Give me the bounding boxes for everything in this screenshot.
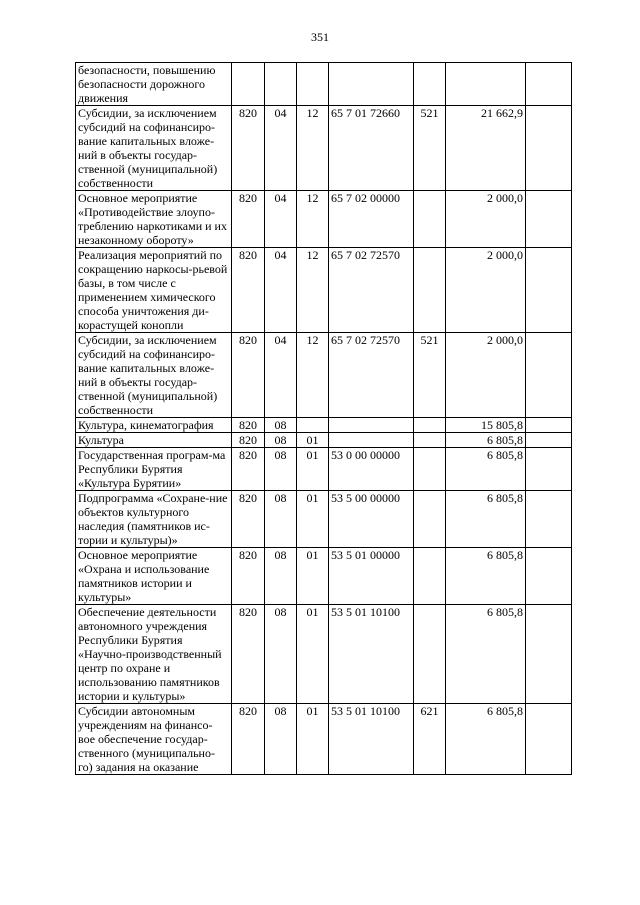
row-grbs-cell: 820	[232, 433, 265, 448]
row-expense-type-cell	[414, 248, 446, 333]
row-extra-cell	[526, 106, 572, 191]
row-expense-type-cell	[414, 548, 446, 605]
row-target-article-cell: 53 5 01 10100	[329, 704, 414, 775]
row-target-article-cell	[329, 433, 414, 448]
row-section-cell: 08	[265, 418, 297, 433]
row-section-cell: 08	[265, 605, 297, 704]
row-section-cell: 08	[265, 548, 297, 605]
row-grbs-cell: 820	[232, 448, 265, 491]
row-extra-cell	[526, 418, 572, 433]
table-row	[76, 491, 572, 548]
row-expense-type-cell	[414, 433, 446, 448]
row-extra-cell	[526, 191, 572, 248]
row-name-cell: Обеспечение деятельности автономного учреждения Республики Бурятия «Научно-производственный центр по охране и использованию памятников истории и культуры»	[76, 605, 232, 704]
table-row	[76, 248, 572, 333]
table-row	[76, 191, 572, 248]
table-body	[76, 63, 572, 775]
table-row	[76, 418, 572, 433]
row-extra-cell	[526, 491, 572, 548]
row-target-article-cell: 65 7 02 72570	[329, 248, 414, 333]
row-expense-type-cell	[414, 191, 446, 248]
table-row	[76, 548, 572, 605]
row-name-cell: Субсидии, за исключением субсидий на софинансиро-вание капитальных вложе-ний в объекты государ-ственной (муниципальной) собственности	[76, 333, 232, 418]
row-subsection-cell: 12	[297, 191, 329, 248]
row-extra-cell	[526, 333, 572, 418]
row-target-article-cell: 53 0 00 00000	[329, 448, 414, 491]
row-name-cell: Подпрограмма «Сохране-ние объектов культурного наследия (памятников ис-тории и культуры)»	[76, 491, 232, 548]
row-name-cell: Культура, кинематография	[76, 418, 232, 433]
row-amount-cell: 6 805,8	[446, 448, 526, 491]
row-amount-cell: 2 000,0	[446, 333, 526, 418]
row-grbs-cell: 820	[232, 548, 265, 605]
row-amount-cell: 2 000,0	[446, 248, 526, 333]
row-expense-type-cell	[414, 448, 446, 491]
row-extra-cell	[526, 448, 572, 491]
row-subsection-cell: 01	[297, 704, 329, 775]
row-target-article-cell: 65 7 02 72570	[329, 333, 414, 418]
row-extra-cell	[526, 433, 572, 448]
row-subsection-cell: 01	[297, 548, 329, 605]
row-subsection-cell: 01	[297, 433, 329, 448]
row-amount-cell: 6 805,8	[446, 433, 526, 448]
row-expense-type-cell	[414, 418, 446, 433]
row-expense-type-cell	[414, 491, 446, 548]
row-expense-type-cell	[414, 63, 446, 106]
row-name-cell: Основное мероприятие «Противодействие злоупо-треблению наркотиками и их незаконному обороту»	[76, 191, 232, 248]
row-extra-cell	[526, 704, 572, 775]
row-expense-type-cell	[414, 605, 446, 704]
row-amount-cell	[446, 63, 526, 106]
budget-table	[75, 62, 572, 775]
row-grbs-cell: 820	[232, 191, 265, 248]
row-target-article-cell: 53 5 00 00000	[329, 491, 414, 548]
row-name-cell: Реализация мероприятий по сокращению наркосы-рьевой базы, в том числе с применением химического способа уничтожения ди-корастущей конопли	[76, 248, 232, 333]
row-section-cell: 04	[265, 106, 297, 191]
table-row	[76, 448, 572, 491]
table-row	[76, 106, 572, 191]
table-row	[76, 433, 572, 448]
table-row	[76, 704, 572, 775]
row-grbs-cell: 820	[232, 248, 265, 333]
table-row	[76, 605, 572, 704]
row-amount-cell: 6 805,8	[446, 491, 526, 548]
row-name-cell: безопасности, повышению безопасности дорожного движения	[76, 63, 232, 106]
row-name-cell: Субсидии, за исключением субсидий на софинансиро-вание капитальных вложе-ний в объекты государ-ственной (муниципальной) собственности	[76, 106, 232, 191]
row-section-cell	[265, 63, 297, 106]
page-number: 351	[311, 30, 329, 44]
row-extra-cell	[526, 605, 572, 704]
row-section-cell: 08	[265, 448, 297, 491]
row-section-cell: 08	[265, 704, 297, 775]
row-grbs-cell: 820	[232, 106, 265, 191]
row-section-cell: 08	[265, 433, 297, 448]
row-amount-cell: 6 805,8	[446, 704, 526, 775]
row-subsection-cell: 12	[297, 248, 329, 333]
row-subsection-cell	[297, 63, 329, 106]
row-section-cell: 04	[265, 248, 297, 333]
row-grbs-cell: 820	[232, 418, 265, 433]
row-subsection-cell: 12	[297, 106, 329, 191]
row-target-article-cell: 53 5 01 00000	[329, 548, 414, 605]
row-subsection-cell: 12	[297, 333, 329, 418]
row-grbs-cell: 820	[232, 704, 265, 775]
row-subsection-cell: 01	[297, 448, 329, 491]
row-amount-cell: 6 805,8	[446, 548, 526, 605]
row-name-cell: Субсидии автономным учреждениям на финансо-вое обеспечение государ-ственного (муниципально-го) задания на оказание	[76, 704, 232, 775]
row-section-cell: 08	[265, 491, 297, 548]
row-name-cell: Государственная програм-ма Республики Бурятия «Культура Бурятии»	[76, 448, 232, 491]
row-amount-cell: 21 662,9	[446, 106, 526, 191]
row-target-article-cell	[329, 63, 414, 106]
row-name-cell: Культура	[76, 433, 232, 448]
row-amount-cell: 15 805,8	[446, 418, 526, 433]
row-target-article-cell: 65 7 01 72660	[329, 106, 414, 191]
row-expense-type-cell: 621	[414, 704, 446, 775]
row-extra-cell	[526, 63, 572, 106]
row-grbs-cell: 820	[232, 491, 265, 548]
row-section-cell: 04	[265, 333, 297, 418]
row-subsection-cell	[297, 418, 329, 433]
row-extra-cell	[526, 248, 572, 333]
row-name-cell: Основное мероприятие «Охрана и использование памятников истории и культуры»	[76, 548, 232, 605]
row-section-cell: 04	[265, 191, 297, 248]
table-row	[76, 333, 572, 418]
row-grbs-cell: 820	[232, 605, 265, 704]
table-row	[76, 63, 572, 106]
row-grbs-cell: 820	[232, 333, 265, 418]
row-expense-type-cell: 521	[414, 106, 446, 191]
row-target-article-cell	[329, 418, 414, 433]
row-target-article-cell: 53 5 01 10100	[329, 605, 414, 704]
row-amount-cell: 2 000,0	[446, 191, 526, 248]
row-subsection-cell: 01	[297, 605, 329, 704]
row-target-article-cell: 65 7 02 00000	[329, 191, 414, 248]
row-grbs-cell	[232, 63, 265, 106]
row-subsection-cell: 01	[297, 491, 329, 548]
row-extra-cell	[526, 548, 572, 605]
row-amount-cell: 6 805,8	[446, 605, 526, 704]
row-expense-type-cell: 521	[414, 333, 446, 418]
